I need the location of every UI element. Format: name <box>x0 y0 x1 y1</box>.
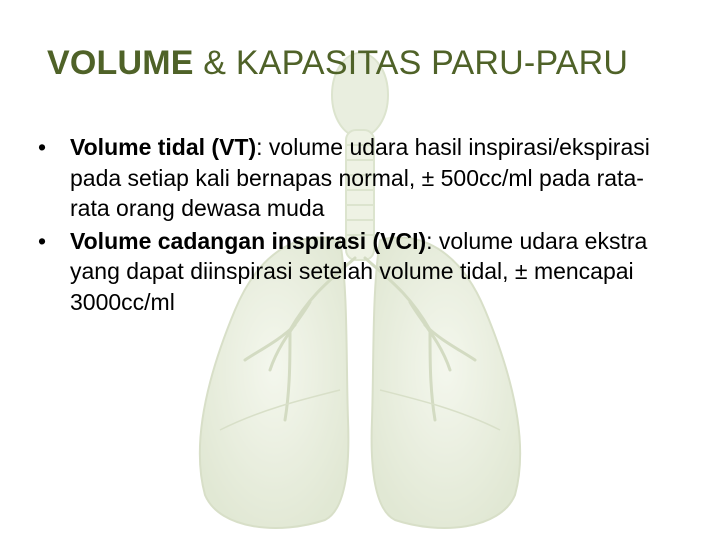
bullet-text: : volume udara ekstra yang dapat diinspirasi setelah volume tidal, ± mencapai 3000cc/ml <box>70 227 648 315</box>
bullet-item-volume-cadangan-inspirasi <box>38 226 678 318</box>
title-bold-text: VOLUME <box>47 44 194 82</box>
bullet-item-volume-tidal <box>38 132 678 224</box>
slide-title <box>47 44 687 83</box>
bullet-list <box>38 132 678 319</box>
title-rest-text: & KAPASITAS PARU-PARU <box>193 44 629 82</box>
bullet-term: Volume cadangan inspirasi (VCI) <box>70 227 427 254</box>
bullet-icon: • <box>38 134 47 160</box>
bullet-term: Volume tidal (VT) <box>70 134 257 160</box>
bullet-text: : volume udara hasil inspirasi/ekspirasi pada setiap kali bernapas normal, ± 500cc/ml pada rata-rata orang dewasa muda <box>70 134 650 221</box>
bullet-icon: • <box>38 227 47 254</box>
